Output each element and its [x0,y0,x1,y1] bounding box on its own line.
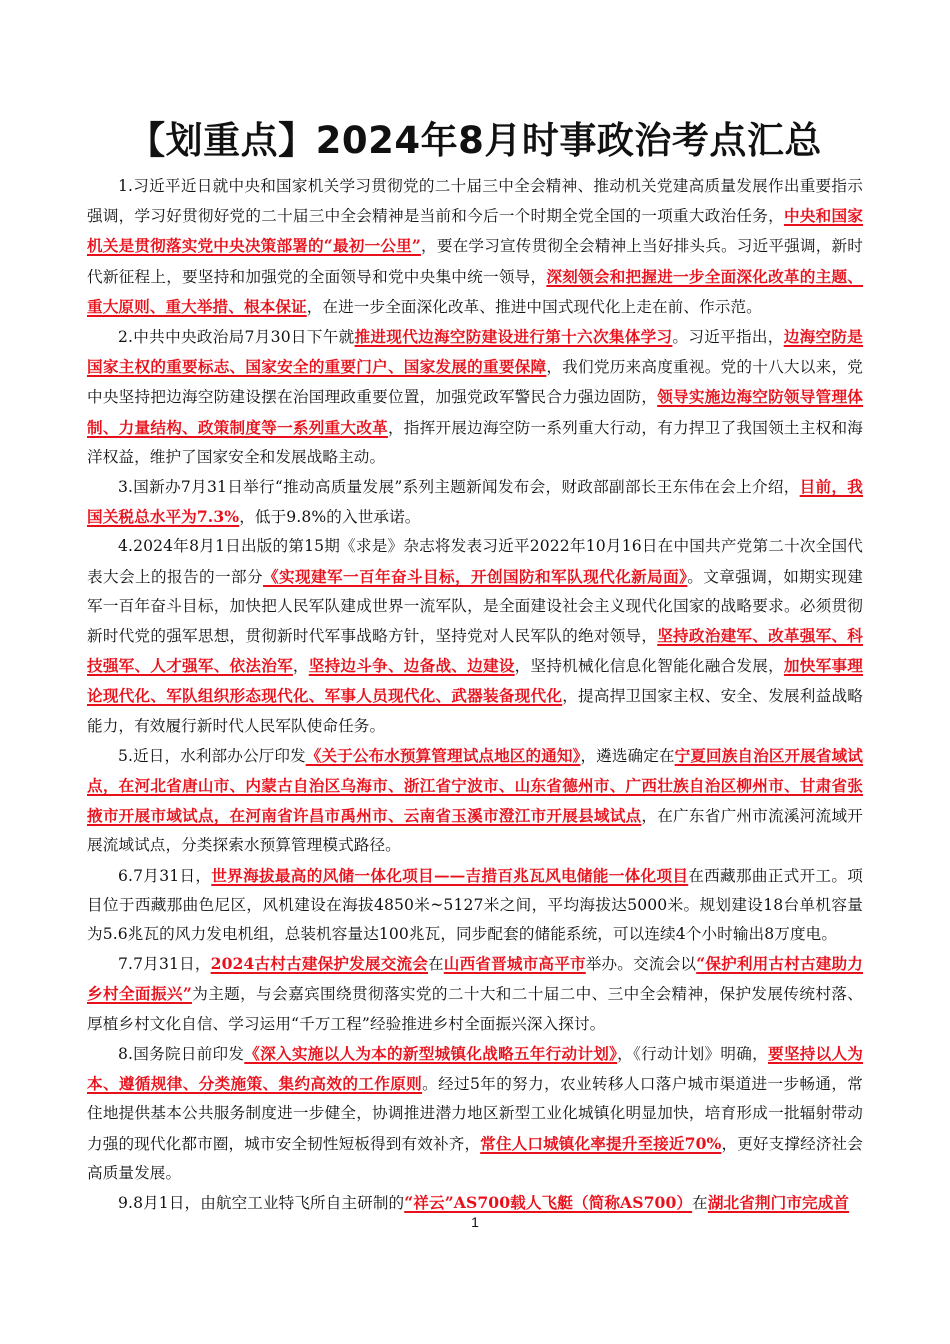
highlight-text: 常住人口城镇化率提升至接近70% [480,1133,722,1153]
highlight-text: 宁夏回族自治区开展省域试点，在河北省唐山市、内蒙古自治区乌海市、浙江省宁波市、山东省德州市、广西壮族自治区柳州市、甘肃省张掖市开展市域试点，在河南省许昌市禹州市、云南省玉溪市澄江市开展县域试点 [87,745,863,826]
highlight-text: 领导实施边海空防领导管理体制、力量结构、政策制度等一系列重大改革 [87,387,863,437]
paragraph-text: 7.7月31日， [118,955,211,974]
page-number: 1 [471,1214,479,1230]
paragraph-text: 。习近平指出， [672,328,784,347]
paragraph-text: 2.中共中央政治局7月30日下午就 [118,328,355,347]
paragraph-text: 为主题，与会嘉宾围绕贯彻落实党的二十大和二十届二中、三中全会精神，保护发展传统村落、厚植乡村文化自信、学习运用“千万工程”经验推进乡村全面振兴深入探讨。 [87,985,863,1033]
paragraph-text: ，《行动计划》明确， [617,1044,768,1063]
highlight-text: 坚持政治建军、改革强军、科技强军、人才强军、依法治军 [87,626,863,676]
highlight-text: 深刻领会和把握进一步全面深化改革的主题、重大原则、重大举措、根本保证 [87,266,863,316]
paragraph-text: 1.习近平近日就中央和国家机关学习贯彻党的二十届三中全会精神、推动机关党建高质量发展作出重要指示强调，学习好贯彻好党的二十届三中全会精神是当前和今后一个时期全党全国的一项重大政治任务， [87,177,863,226]
paragraph-text: ，要在学习宣传贯彻全会精神上当好排头兵。习近平强调，新时代新征程上，要坚持和加强党的全面领导和党中央集中统一领导， [87,237,863,286]
paragraph-8 [87,1039,863,1188]
highlight-text: 世界海拔最高的风储一体化项目——吉措百兆瓦风电储能一体化项目 [211,865,689,885]
paragraph-7 [87,949,863,1039]
paragraph-text: 9.8月1日，由航空工业特飞所自主研制的 [118,1193,405,1212]
paragraph-text: 在 [692,1193,708,1212]
paragraph-text: ，我们党历来高度重视。党的十八大以来，党中央坚持把边海空防建设摆在治国理政重要位置，加强党政军警民合力强边固防， [87,358,863,407]
paragraph-text: ，指挥开展边海空防一系列重大行动，有力捍卫了我国领土主权和海洋权益，维护了国家安全和发展战略主动。 [87,418,863,466]
paragraph-5 [87,741,863,861]
highlight-text: 山西省晋城市高平市 [443,954,586,974]
paragraph-text: ，遴选确定在 [580,746,675,765]
highlight-text: 2024古村古建保护发展交流会 [210,954,429,974]
paragraph-1 [87,172,863,322]
paragraph-3 [87,472,863,532]
highlight-text: 坚持边斗争、边备战、边建设 [308,656,515,676]
paragraph-text: 5.近日，水利部办公厅印发 [118,746,306,765]
paragraph-text: 举办。交流会以 [585,955,697,974]
paragraph-text: 在西藏那曲正式开工。项目位于西藏那曲色尼区，风机建设在海拔4850米~5127米之间，平均海拔达5000米。规划建设18台单机容量为5.6兆瓦的风力发电机组，总装机容量达100兆瓦，同步配套的储能系统，可以连续4个小时输出8万度电。 [87,866,863,944]
highlight-text: 湖北省荆门市完成首 [707,1192,850,1212]
paragraph-2 [87,322,863,472]
page-title: 【划重点】2024年8月时事政治考点汇总 [128,119,822,162]
paragraph-text: ，在广东省广州市流溪河流域开展流域试点，分类探索水预算管理模式路径。 [87,807,863,855]
paragraph-text: ，在进一步全面深化改革、推进中国式现代化上走在前、作示范。 [306,297,762,316]
highlight-text: 《实现建军一百年奋斗目标，开创国防和军队现代化新局面》 [263,566,688,586]
highlight-text: 《关于公布水预算管理试点地区的通知》 [305,745,581,765]
highlight-text: 推进现代边海空防建设进行第十六次集体学习 [354,327,673,347]
paragraph-text: 在 [428,955,444,974]
paragraph-text: 。经过5年的努力，农业转移人口落户城市渠道进一步畅通，常住地提供基本公共服务制度进一步健全，协调推进潜力地区新型工业化城镇化明显加快，培育形成一批辐射带动力强的现代化都市圈，城市安全韧性短板得到有效补齐， [87,1075,863,1153]
highlight-text: 《深入实施以人为本的新型城镇化战略五年行动计划》 [244,1043,618,1063]
paragraph-text: 8.国务院日前印发 [118,1044,245,1063]
highlight-text: 边海空防是国家主权的重要标志、国家安全的重要门户、国家发展的重要保障 [87,327,863,377]
paragraph-text: 6.7月31日， [118,866,212,885]
highlight-text: 中央和国家机关是贯彻落实党中央决策部署的“最初一公里” [87,206,863,256]
paragraph-text: ， [292,657,309,676]
paragraph-text: ，更好支撑经济社会高质量发展。 [87,1134,863,1182]
paragraph-text: ，低于9.8%的入世承诺。 [239,508,421,527]
highlight-text: “祥云”AS700载人飞艇（简称AS700） [404,1192,693,1212]
paragraph-text: 4.2024年8月1日出版的第15期《求是》杂志将发表习近平2022年10月16日在中国共产党第二十次全国代表大会上的报告的一部分 [87,537,863,586]
paragraph-text: 。文章强调，如期实现建军一百年奋斗目标，加快把人民军队建成世界一流军队，是全面建设社会主义现代化国家的战略要求。必须贯彻新时代党的强军思想，贯彻新时代军事战略方针，坚持党对人民军队的绝对领导， [87,567,863,646]
paragraph-text: 3.国新办7月31日举行“推动高质量发展”系列主题新闻发布会，财政部副部长王东伟在会上介绍， [118,478,800,497]
highlight-text: 加快军事理论现代化、军队组织形态现代化、军事人员现代化、武器装备现代化 [87,656,863,706]
paragraph-6 [87,861,863,950]
document-body [87,172,863,1218]
highlight-text: “保护利用古村古建助力乡村全面振兴” [87,954,863,1004]
paragraph-text: ，提高捍卫国家主权、安全、发展利益战略能力，有效履行新时代人民军队使命任务。 [87,687,863,735]
paragraph-4 [87,532,863,740]
highlight-text: 目前，我国关税总水平为7.3% [87,477,863,527]
highlight-text: 要坚持以人为本、遵循规律、分类施策、集约高效的工作原则 [87,1043,864,1094]
paragraph-text: ，坚持机械化信息化智能化融合发展， [514,657,784,676]
